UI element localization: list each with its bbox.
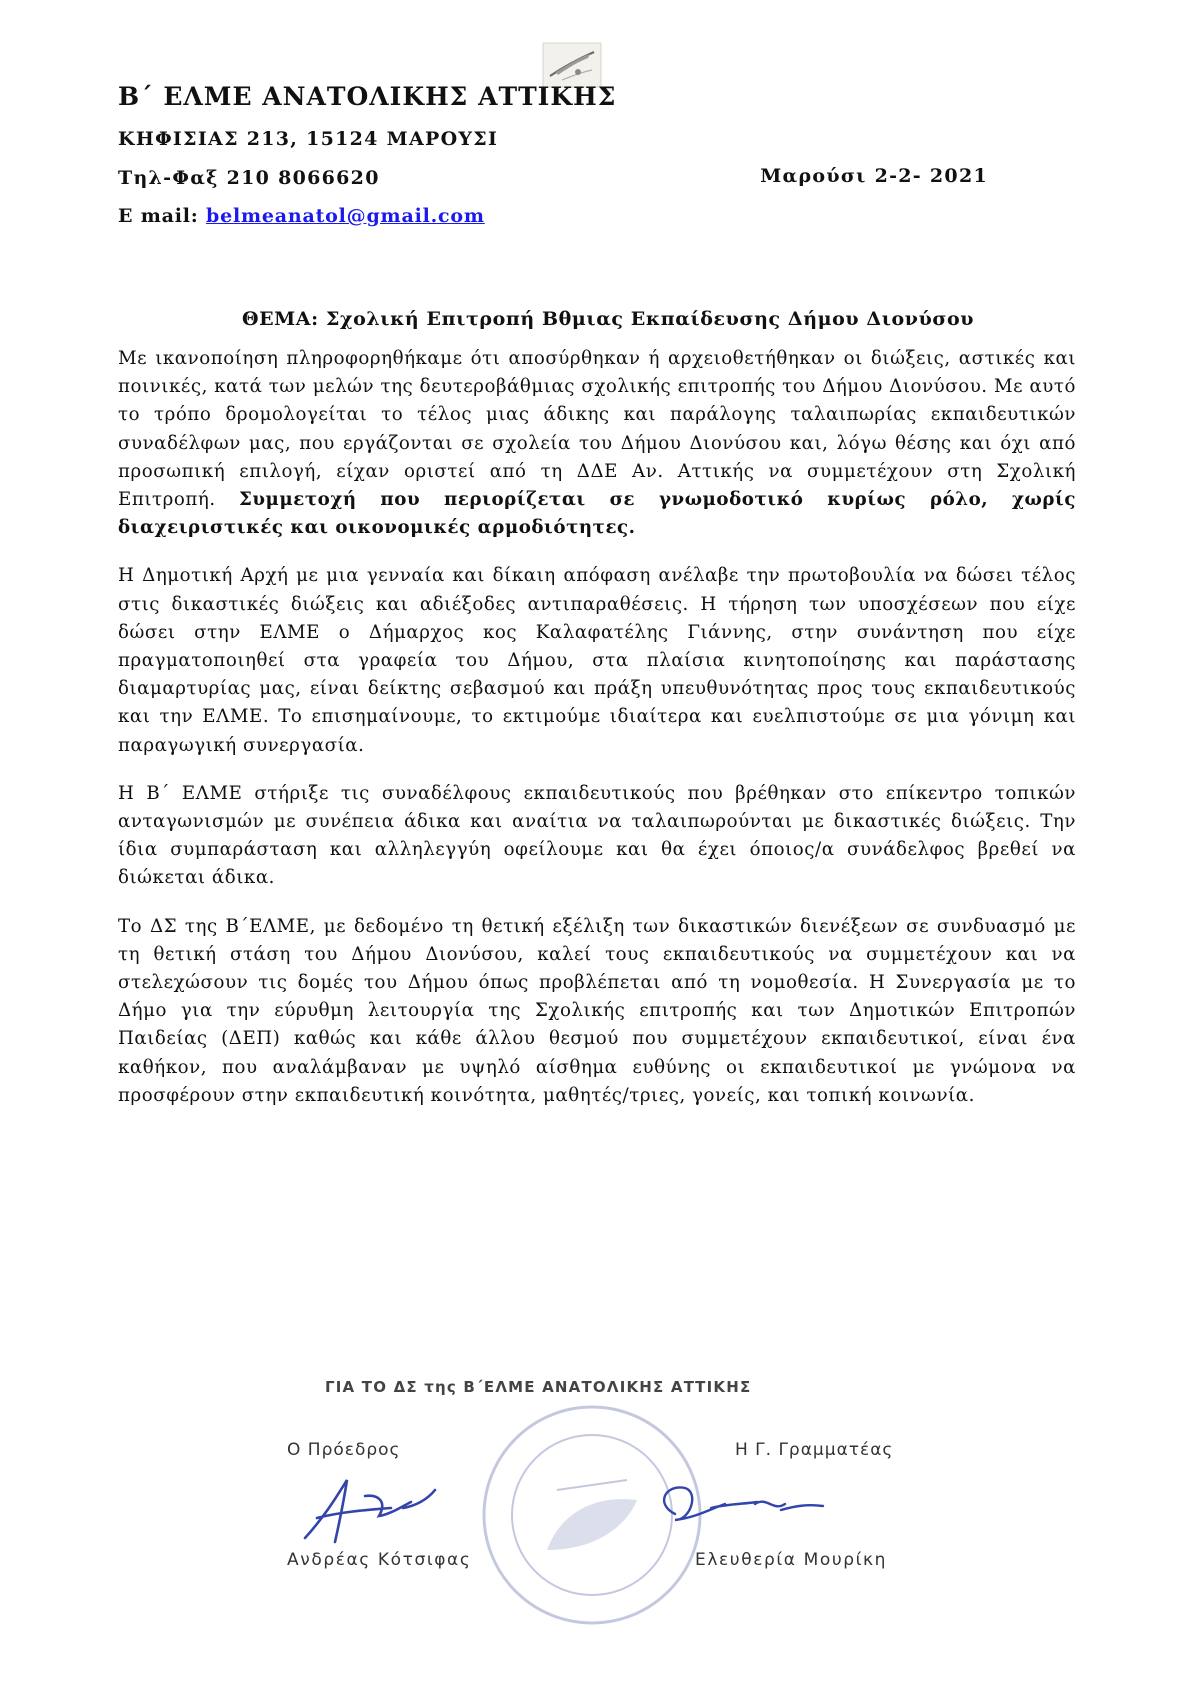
organization-name: Β΄ ΕΛΜΕ ΑΝΑΤΟΛΙΚΗΣ ΑΤΤΙΚΗΣ xyxy=(118,82,617,111)
phone-date-row xyxy=(118,165,988,191)
paragraph-4: Το ΔΣ της Β΄ΕΛΜΕ, με δεδομένο τη θετική εξέλιξη των δικαστικών διενέξεων σε συνδυασμό με τη θετική στάση του Δήμου Διονύσου, καλεί τους εκπαιδευτικούς να συμμετέχουν και να στελεχώσουν τις δομές του Δήμου όπως προβλέπεται από τη νομοθεσία. Η Συνεργασία με το Δήμο για την εύρυθμη λειτουργία της Σχολικής επιτροπής και των Δημοτικών Επιτροπών Παιδείας (ΔΕΠ) καθώς και κάθε άλλου θεσμού που συμμετέχουν εκπαιδευτικοί, είναι ένα καθήκον, που αναλάμβαναν με υψηλό αίσθημα ευθύνης οι εκπαιδευτικοί με γνώμονα να προσφέρουν στην εκπαιδευτική κοινότητα, μαθητές/τριες, γονείς, και τοπική κοινωνία. xyxy=(118,915,1076,1106)
email-label: E mail: xyxy=(118,205,199,227)
email-row xyxy=(118,205,1098,227)
address: ΚΗΦΙΣΙΑΣ 213, 15124 ΜΑΡΟΥΣΙ xyxy=(118,128,499,150)
email-link[interactable]: belmeanatol@gmail.com xyxy=(205,205,485,227)
president-name: Ανδρέας Κότσιφας xyxy=(287,1550,472,1570)
letterhead xyxy=(118,80,1098,227)
paragraph-1-bold: Συμμετοχή που περιορίζεται σε γνωμοδοτικό κυρίως ρόλο, χωρίς διαχειριστικές και οικονομικές αρμοδιότητες. xyxy=(118,489,1076,539)
paragraph-1 xyxy=(118,345,1076,542)
letter-body xyxy=(118,345,1076,1130)
president-signature xyxy=(295,1466,475,1556)
president-role: Ο Πρόεδρος xyxy=(287,1440,401,1460)
secretary-signature xyxy=(645,1474,835,1544)
letter-date: Μαρούσι 2-2- 2021 xyxy=(760,165,988,187)
paragraph-1-text: Με ικανοποίηση πληροφορηθήκαμε ότι αποσύρθηκαν ή αρχειοθετήθηκαν οι διώξεις, αστικές και ποινικές, κατά των μελών της δευτεροβάθμιας σχολικής επιτροπής του Δήμου Διονύσου. Με αυτό το τρόπο δρομολογείται το τέλος μιας άδικης και παράλογης ταλαιπωρίας εκπαιδευτικών συναδέλφων μας, που εργάζονται σε σχολεία του Δήμου Διονύσου και, λόγω θέσης και όχι από προσωπική επιλογή, είχαν οριστεί από τη ΔΔΕ Αν. Αττικής να συμμετέχουν στη Σχολική Επιτροπή. xyxy=(118,348,1076,511)
subject-line: ΘΕΜΑ: Σχολική Επιτροπή Βθμιας Εκπαίδευσης Δήμου Διονύσου xyxy=(241,308,975,330)
signature-block xyxy=(265,1378,965,1658)
secretary-role: Η Γ. Γραμματέας xyxy=(735,1440,894,1460)
phone-fax: Τηλ-Φαξ 210 8066620 xyxy=(118,167,380,189)
secretary-name: Ελευθερία Μουρίκη xyxy=(695,1550,888,1570)
paragraph-3: Η Β΄ ΕΛΜΕ στήριξε τις συναδέλφους εκπαιδευτικούς που βρέθηκαν στο επίκεντρο τοπικών ανταγωνισμών με συνέπεια άδικα και αναίτια να ταλαιπωρούνται με δικαστικές διώξεις. Την ίδια συμπαράσταση και αλληλεγγύη οφείλουμε και θα έχει όποιος/α συνάδελφος βρεθεί να διώκεται άδικα. xyxy=(118,782,1076,889)
signature-heading: ΓΙΑ ΤΟ ΔΣ της Β΄ΕΛΜΕ ΑΝΑΤΟΛΙΚΗΣ ΑΤΤΙΚΗΣ xyxy=(325,1378,752,1396)
paragraph-2: Η Δημοτική Αρχή με μια γενναία και δίκαιη απόφαση ανέλαβε την πρωτοβουλία να δώσει τέλος στις δικαστικές διώξεις και αδιέξοδες αντιπαραθέσεις. Η τήρηση των υποσχέσεων που είχε δώσει στην ΕΛΜΕ ο Δήμαρχος κος Καλαφατέλης Γιάννης, στην συνάντηση που είχε πραγματοποιηθεί στα γραφεία του Δήμου, στα πλαίσια κινητοποίησης και παράστασης διαμαρτυρίας μας, είναι δείκτης σεβασμού και πράξη υπευθυνότητας προς τους εκπαιδευτικούς και την ΕΛΜΕ. Το επισημαίνουμε, το εκτιμούμε ιδιαίτερα και ευελπιστούμε σε μια γόνιμη και παραγωγική συνεργασία. xyxy=(118,565,1076,756)
